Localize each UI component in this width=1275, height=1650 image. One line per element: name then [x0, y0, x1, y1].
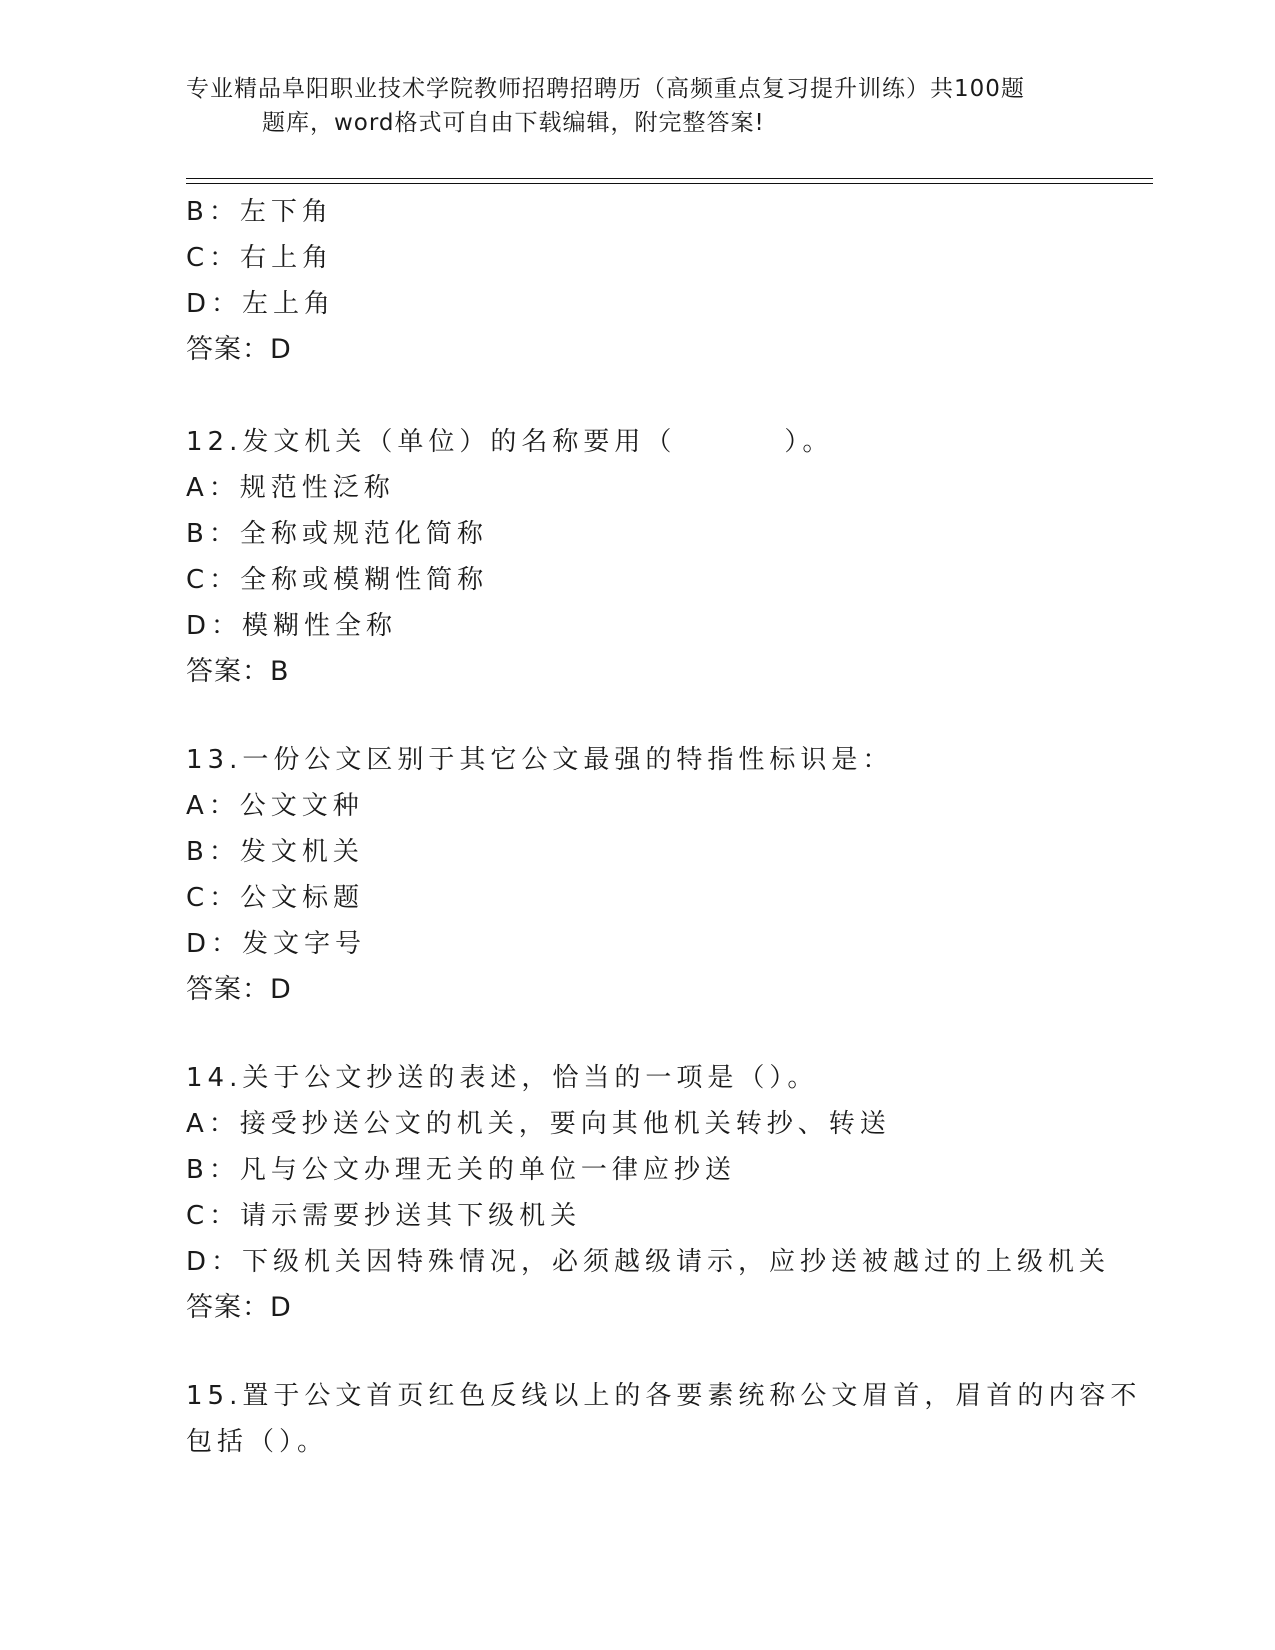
option-b: B：发文机关 [186, 837, 364, 867]
stem-text: 12.发文机关（单位）的名称要用（ [186, 427, 677, 457]
spacer [186, 1331, 1146, 1373]
question-12 [186, 419, 1146, 695]
question-stem-line-1: 15.置于公文首页红色反线以上的各要素统称公文眉首，眉首的内容不 [186, 1381, 1142, 1411]
option-c: C：请示需要抄送其下级机关 [186, 1201, 582, 1231]
spacer [186, 1013, 1146, 1055]
question-stem: 14.关于公文抄送的表述，恰当的一项是（）。 [186, 1063, 819, 1093]
answer: 答案：D [186, 974, 292, 1005]
option-b: B：全称或规范化简称 [186, 519, 488, 549]
question-15 [186, 1373, 1146, 1465]
option-a: A：规范性泛称 [186, 473, 395, 503]
option-d: D：发文字号 [186, 929, 367, 959]
option-d: D：左上角 [186, 289, 336, 319]
option-c: C：全称或模糊性简称 [186, 565, 489, 595]
question-13 [186, 737, 1146, 1013]
option-c: C：右上角 [186, 243, 334, 273]
option-b: B：凡与公文办理无关的单位一律应抄送 [186, 1155, 736, 1185]
option-b: B：左下角 [186, 197, 333, 227]
spacer [186, 373, 1146, 419]
answer: 答案：B [186, 656, 290, 687]
option-d: D：模糊性全称 [186, 611, 398, 641]
spacer [186, 695, 1146, 737]
question-14 [186, 1055, 1146, 1331]
answer: 答案：D [186, 334, 292, 365]
header-title-line-1: 专业精品阜阳职业技术学院教师招聘招聘历（高频重点复习提升训练）共100题 [186, 76, 1025, 102]
question-list [186, 189, 1146, 1465]
answer: 答案：D [186, 1292, 292, 1323]
question-stem [186, 419, 1146, 465]
header-rule-bottom [186, 183, 1153, 184]
question-stem: 13.一份公文区别于其它公文最强的特指性标识是： [186, 745, 894, 775]
option-c: C：公文标题 [186, 883, 365, 913]
option-d: D：下级机关因特殊情况，必须越级请示，应抄送被越过的上级机关 [186, 1247, 1111, 1277]
header-rule-top [186, 178, 1153, 179]
option-a: A：接受抄送公文的机关，要向其他机关转抄、转送 [186, 1109, 891, 1139]
question-11-tail [186, 189, 1146, 373]
document-header [186, 72, 1086, 140]
question-stem-line-2: 包括（）。 [186, 1427, 329, 1457]
header-title-line-2: 题库，word格式可自由下载编辑，附完整答案! [262, 110, 765, 136]
stem-text-end: ）。 [784, 427, 834, 457]
option-a: A：公文文种 [186, 791, 364, 821]
